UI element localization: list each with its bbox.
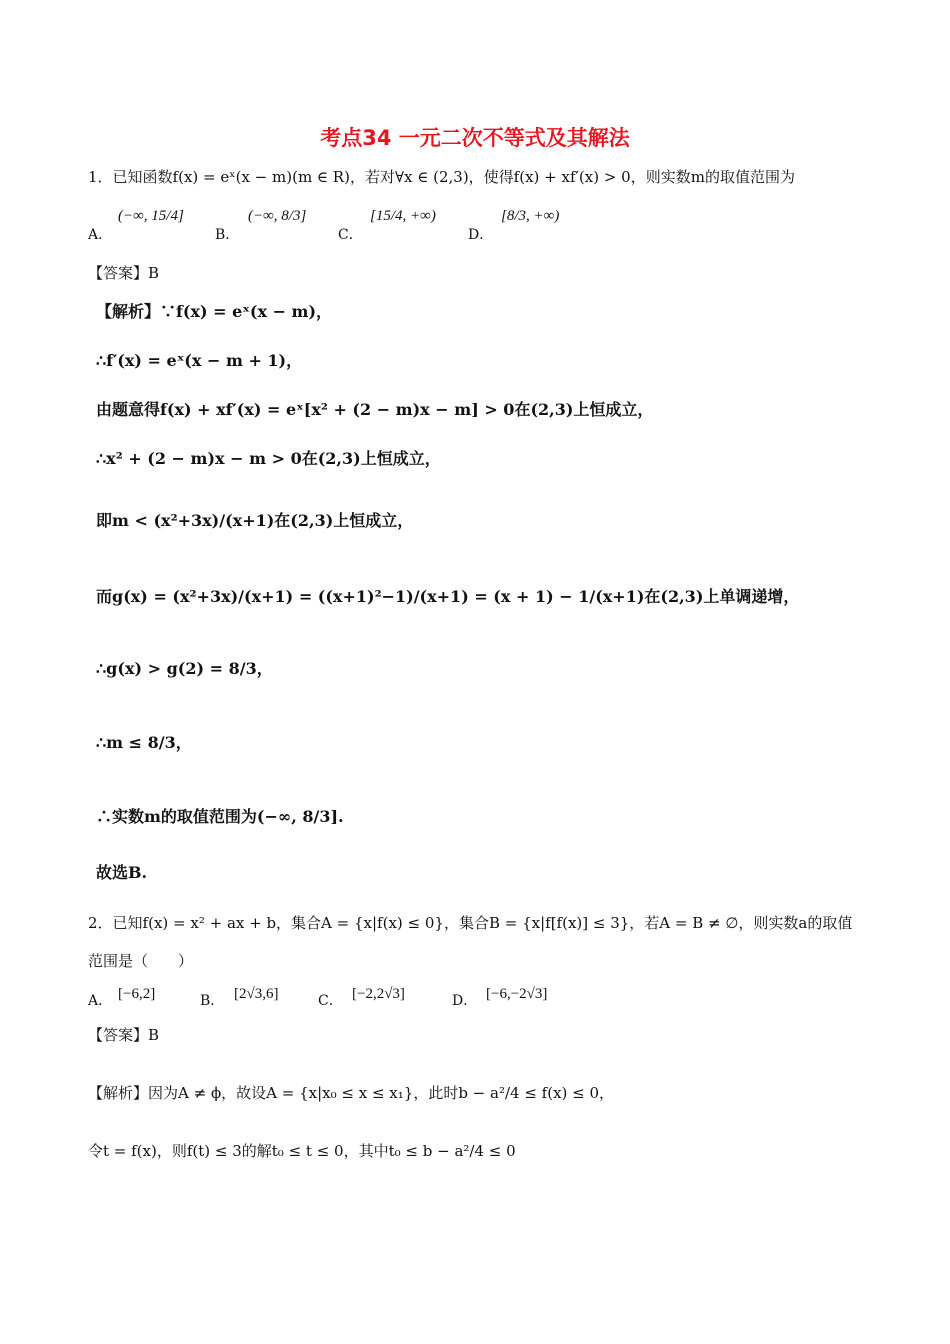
analysis-line: ∴f′(x) = eˣ(x − m + 1)， [96,351,303,370]
option-letter: C． [338,227,363,243]
option-letter: A． [88,993,113,1009]
question-number: 2． [88,914,113,932]
option-b-value: [2√3,6] [234,986,279,1002]
question-2 [88,912,852,933]
option-c-value: [−2,2√3] [352,986,405,1002]
analysis-line: 【解析】∵f(x) = eˣ(x − m)， [96,302,333,321]
analysis-line: ∴m ≤ 8/3， [96,733,192,752]
option-letter: A． [88,227,113,243]
question-text: 已知函数f(x) = eˣ(x − m)(m ∈ R)，若对∀x ∈ (2,3)，使得f(x) + xf′(x) > 0，则实数m的取值范围为 [112,168,795,186]
question-1-options [88,200,588,243]
analysis-line: ∴g(x) > g(2) = 8/3， [96,659,273,678]
option-letter: B． [200,993,225,1009]
analysis-line: ∴实数m的取值范围为(−∞, 8/3]. [96,807,344,826]
question-1 [88,166,795,187]
option-b-value: (−∞, 8/3] [248,208,307,224]
option-letter: D． [468,227,494,243]
option-letter: B． [215,227,240,243]
question-2-continued: 范围是（ ） [88,952,194,970]
analysis-line: 令t = f(x)，则f(t) ≤ 3的解t₀ ≤ t ≤ 0，其中t₀ ≤ b − a²/4 ≤ 0 [88,1142,516,1160]
answer-label: 【答案】B [88,1026,160,1044]
analysis-line: 【解析】因为A ≠ ϕ，故设A = {x|x₀ ≤ x ≤ x₁}，此时b − a²/4 ≤ f(x) ≤ 0， [88,1084,615,1102]
analysis-line: ∴x² + (2 − m)x − m > 0在(2,3)上恒成立， [96,449,441,468]
question-number: 1． [88,168,113,186]
analysis-line: 即m < (x²+3x)/(x+1)在(2,3)上恒成立， [96,511,414,530]
option-c-value: [15/4, +∞) [370,208,436,224]
page-title: 考点34 一元二次不等式及其解法 [320,126,630,150]
option-d-value: [8/3, +∞) [501,208,560,224]
question-2-options [88,984,608,1014]
option-d-value: [−6,−2√3] [486,986,548,1002]
analysis-line: 由题意得f(x) + xf′(x) = eˣ[x² + (2 − m)x − m] > 0在(2,3)上恒成立， [96,400,654,419]
answer-label: 【答案】B [88,264,160,282]
option-a-value: [−6,2] [118,986,156,1002]
analysis-line: 而g(x) = (x²+3x)/(x+1) = ((x+1)²−1)/(x+1) = (x + 1) − 1/(x+1)在(2,3)上单调递增， [96,587,800,606]
option-letter: C． [318,993,343,1009]
question-text: 已知f(x) = x² + ax + b，集合A = {x|f(x) ≤ 0}，集合B = {x|f[f(x)] ≤ 3}，若A = B ≠ ∅，则实数a的取值 [112,914,853,932]
analysis-line: 故选B. [96,863,148,882]
option-letter: D． [452,993,478,1009]
option-a-value: (−∞, 15/4] [118,208,184,224]
